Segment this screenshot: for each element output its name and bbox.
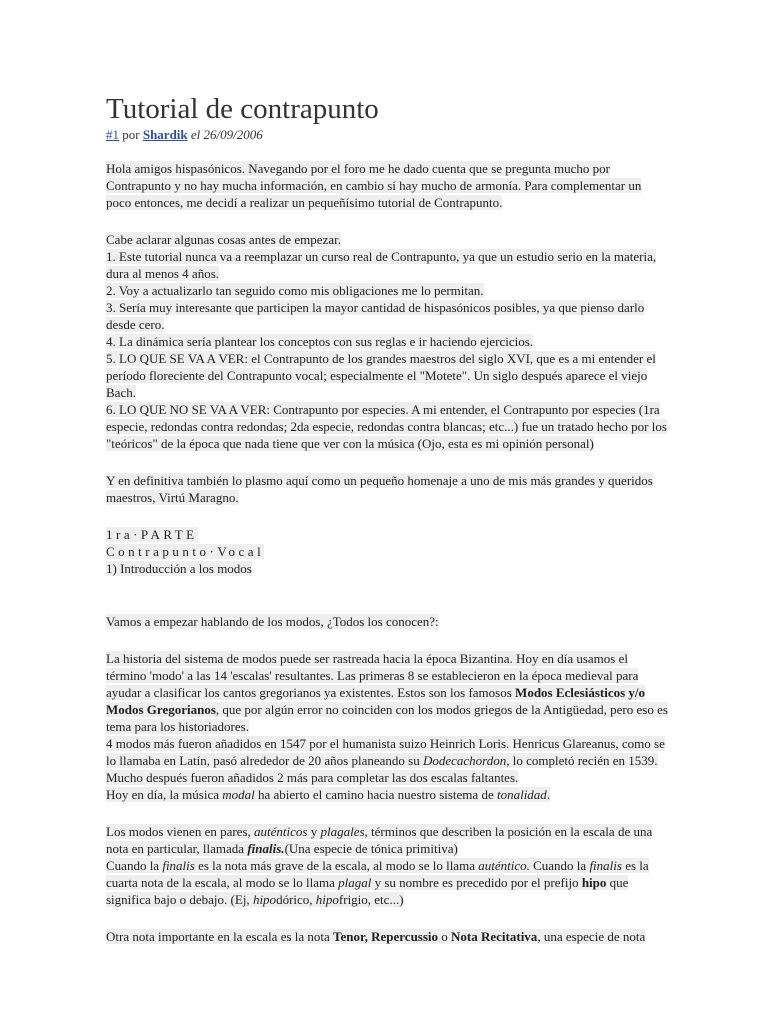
list-item [106,350,668,401]
bold-run: Modos Eclesiásticos y/o Modos Gregorianos [106,685,646,717]
italic-run: plagales [320,824,365,839]
post-date: el 26/09/2006 [190,127,263,142]
otra-text [106,929,645,944]
text-run: y [307,824,321,839]
aclarar-text: Cabe aclarar algunas cosas antes de empezar. [106,232,341,247]
italic-run: tonalidad [496,787,547,802]
aclarar-line [106,231,668,248]
text-run: , términos que describen la posición en la escala de una nota en particular, llamada [106,824,653,856]
bold-run: Nota Recitativa [451,929,538,944]
historia-paragraph [106,769,668,786]
italic-run: plagal [338,875,372,890]
section-heading-parte [106,526,668,543]
list-item-text: 4. La dinámica sería plantear los conceptos con sus reglas e ir haciendo ejercicios. [106,334,534,349]
by-text: por [122,127,140,142]
list-item [106,299,668,333]
otra-paragraph [106,928,668,945]
italic-run: finalis [589,858,622,873]
text-run: es la nota más grave de la escala, al modo se lo llama [194,858,479,873]
italic-run: Dodecachordon [422,753,507,768]
text-run: La historia del sistema de modos puede ser rastreada hacia la época Bizantina. Hoy en día usamos el término 'modo' a las 14 'escalas' resultantes. Las primeras 8 se establecieron en la época medieval para ayudar a clasificar los cantos gregorianos ya existentes. Estos son los famosos [106,651,639,700]
list-item [106,401,668,452]
bold-run: Tenor, Repercussio [333,929,439,944]
text-run: Los modos vienen en pares, [106,824,255,839]
list-item-text: 6. LO QUE NO SE VA A VER: Contrapunto por especies. A mi entender, el Contrapunto por especies (1ra especie, redondas contra redondas; 2da especie, redondas contra blancas; etc...) fue un tratado hecho por los "teóricos" de la época que nada tiene que ver con la música (Ojo, esta es mi opinión personal) [106,402,667,451]
text-run: o [438,929,452,944]
text-run: frigio, etc...) [338,892,404,907]
list-item [106,333,668,350]
intro-paragraph [106,160,668,211]
list-item-text: 2. Voy a actualizarlo tan seguido como mis obligaciones me lo permitan. [106,283,484,298]
text-run: y su nombre es precedido por el prefijo [371,875,582,890]
empezar-line [106,613,668,630]
text-run: 4 modos más fueron añadidos en 1547 por el humanista suizo Heinrich Loris. Henricus Glareanus, como se lo llamaba en Latín, pasó alrededor de 20 años planeando su [106,736,665,768]
homenaje-text: Y en definitiva también lo plasmo aquí como un pequeño homenaje a uno de mis más grandes y queridos maestros, Virtú Maragno. [106,473,653,505]
historia-paragraph [106,786,668,803]
historia-paragraph [106,735,668,769]
list-item-text: 1. Este tutorial nunca va a reemplazar un curso real de Contrapunto, ya que un estudio serio en la materia, dura al menos 4 años. [106,249,657,281]
text-run: que significa bajo o debajo. (Ej, [106,875,629,907]
text-run: , una especie de nota [537,929,646,944]
bold-run: hipo [581,875,607,890]
pares-paragraph [106,823,668,857]
text-run: Cuando la [106,858,163,873]
historia-paragraph [106,650,668,735]
pares-text [106,824,652,856]
italic-run: hipo [315,892,339,907]
historia-text [106,736,665,768]
bold-italic-run: finalis. [247,841,285,856]
text-run: , que por algún error no coinciden con los modos griegos de la Antigüedad, pero eso es tema para los historiadores. [106,702,668,734]
list-item-text: 5. LO QUE SE VA A VER: el Contrapunto de los grandes maestros del siglo XVI, que es a mi entender el período floreciente del Contrapunto vocal; especialmente el "Motete". Un siglo después aparece el viejo Bach. [106,351,656,400]
text-run: , lo completó recién en 1539. [506,753,658,768]
italic-run: hipo [252,892,277,907]
historia-text: Mucho después fueron añadidos 2 más para completar las dos escalas faltantes. [106,770,519,785]
author-link[interactable]: Shardik [142,127,188,142]
list-item [106,248,668,282]
list-item-text: 3. Sería muy interesante que participen la mayor cantidad de hispasónicos posibles, ya que pienso darlo desde cero. [106,300,645,332]
text-run: Hoy en día, la música [106,787,223,802]
page-title: Tutorial de contrapunto [106,93,379,125]
text-run: Cuando la [529,858,590,873]
list-item [106,282,668,299]
homenaje-paragraph [106,472,668,506]
text-run: ha abierto el camino hacia nuestro sistema de [254,787,497,802]
intro-modos-text: 1) Introducción a los modos [106,561,252,576]
section-heading-contrapunto-vocal [106,543,668,560]
text-run: es la cuarta nota de la escala, al modo se lo llama [106,858,649,890]
intro-text: Hola amigos hispasónicos. Navegando por el foro me he dado cuenta que se pregunta mucho por Contrapunto y no hay mucha información, en cambio sí hay mucho de armonía. Para complementar un poco entonces, me decidí a realizar un pequeñísimo tutorial de Contrapunto. [106,161,642,210]
italic-run: auténticos [254,824,308,839]
text-run: . [546,787,551,802]
text-run: Otra nota importante en la escala es la nota [106,929,334,944]
empezar-text: Vamos a empezar hablando de los modos, ¿Todos los conocen?: [106,614,439,629]
post-meta [106,127,668,143]
text-run: (Una especie de tónica primitiva) [284,841,458,856]
italic-run: finalis [162,858,195,873]
subsection-heading [106,560,668,577]
italic-run: auténtico. [478,858,530,873]
italic-run: modal [222,787,255,802]
pares-text [106,858,649,907]
historia-text [106,651,668,734]
text-run: dórico, [276,892,316,907]
post-number-link[interactable]: #1 [106,127,119,142]
pares-paragraph [106,857,668,908]
historia-text [106,787,550,802]
parte-text: 1ra·PARTE [106,527,198,542]
contrapunto-vocal-text: Contrapunto·Vocal [106,544,265,559]
